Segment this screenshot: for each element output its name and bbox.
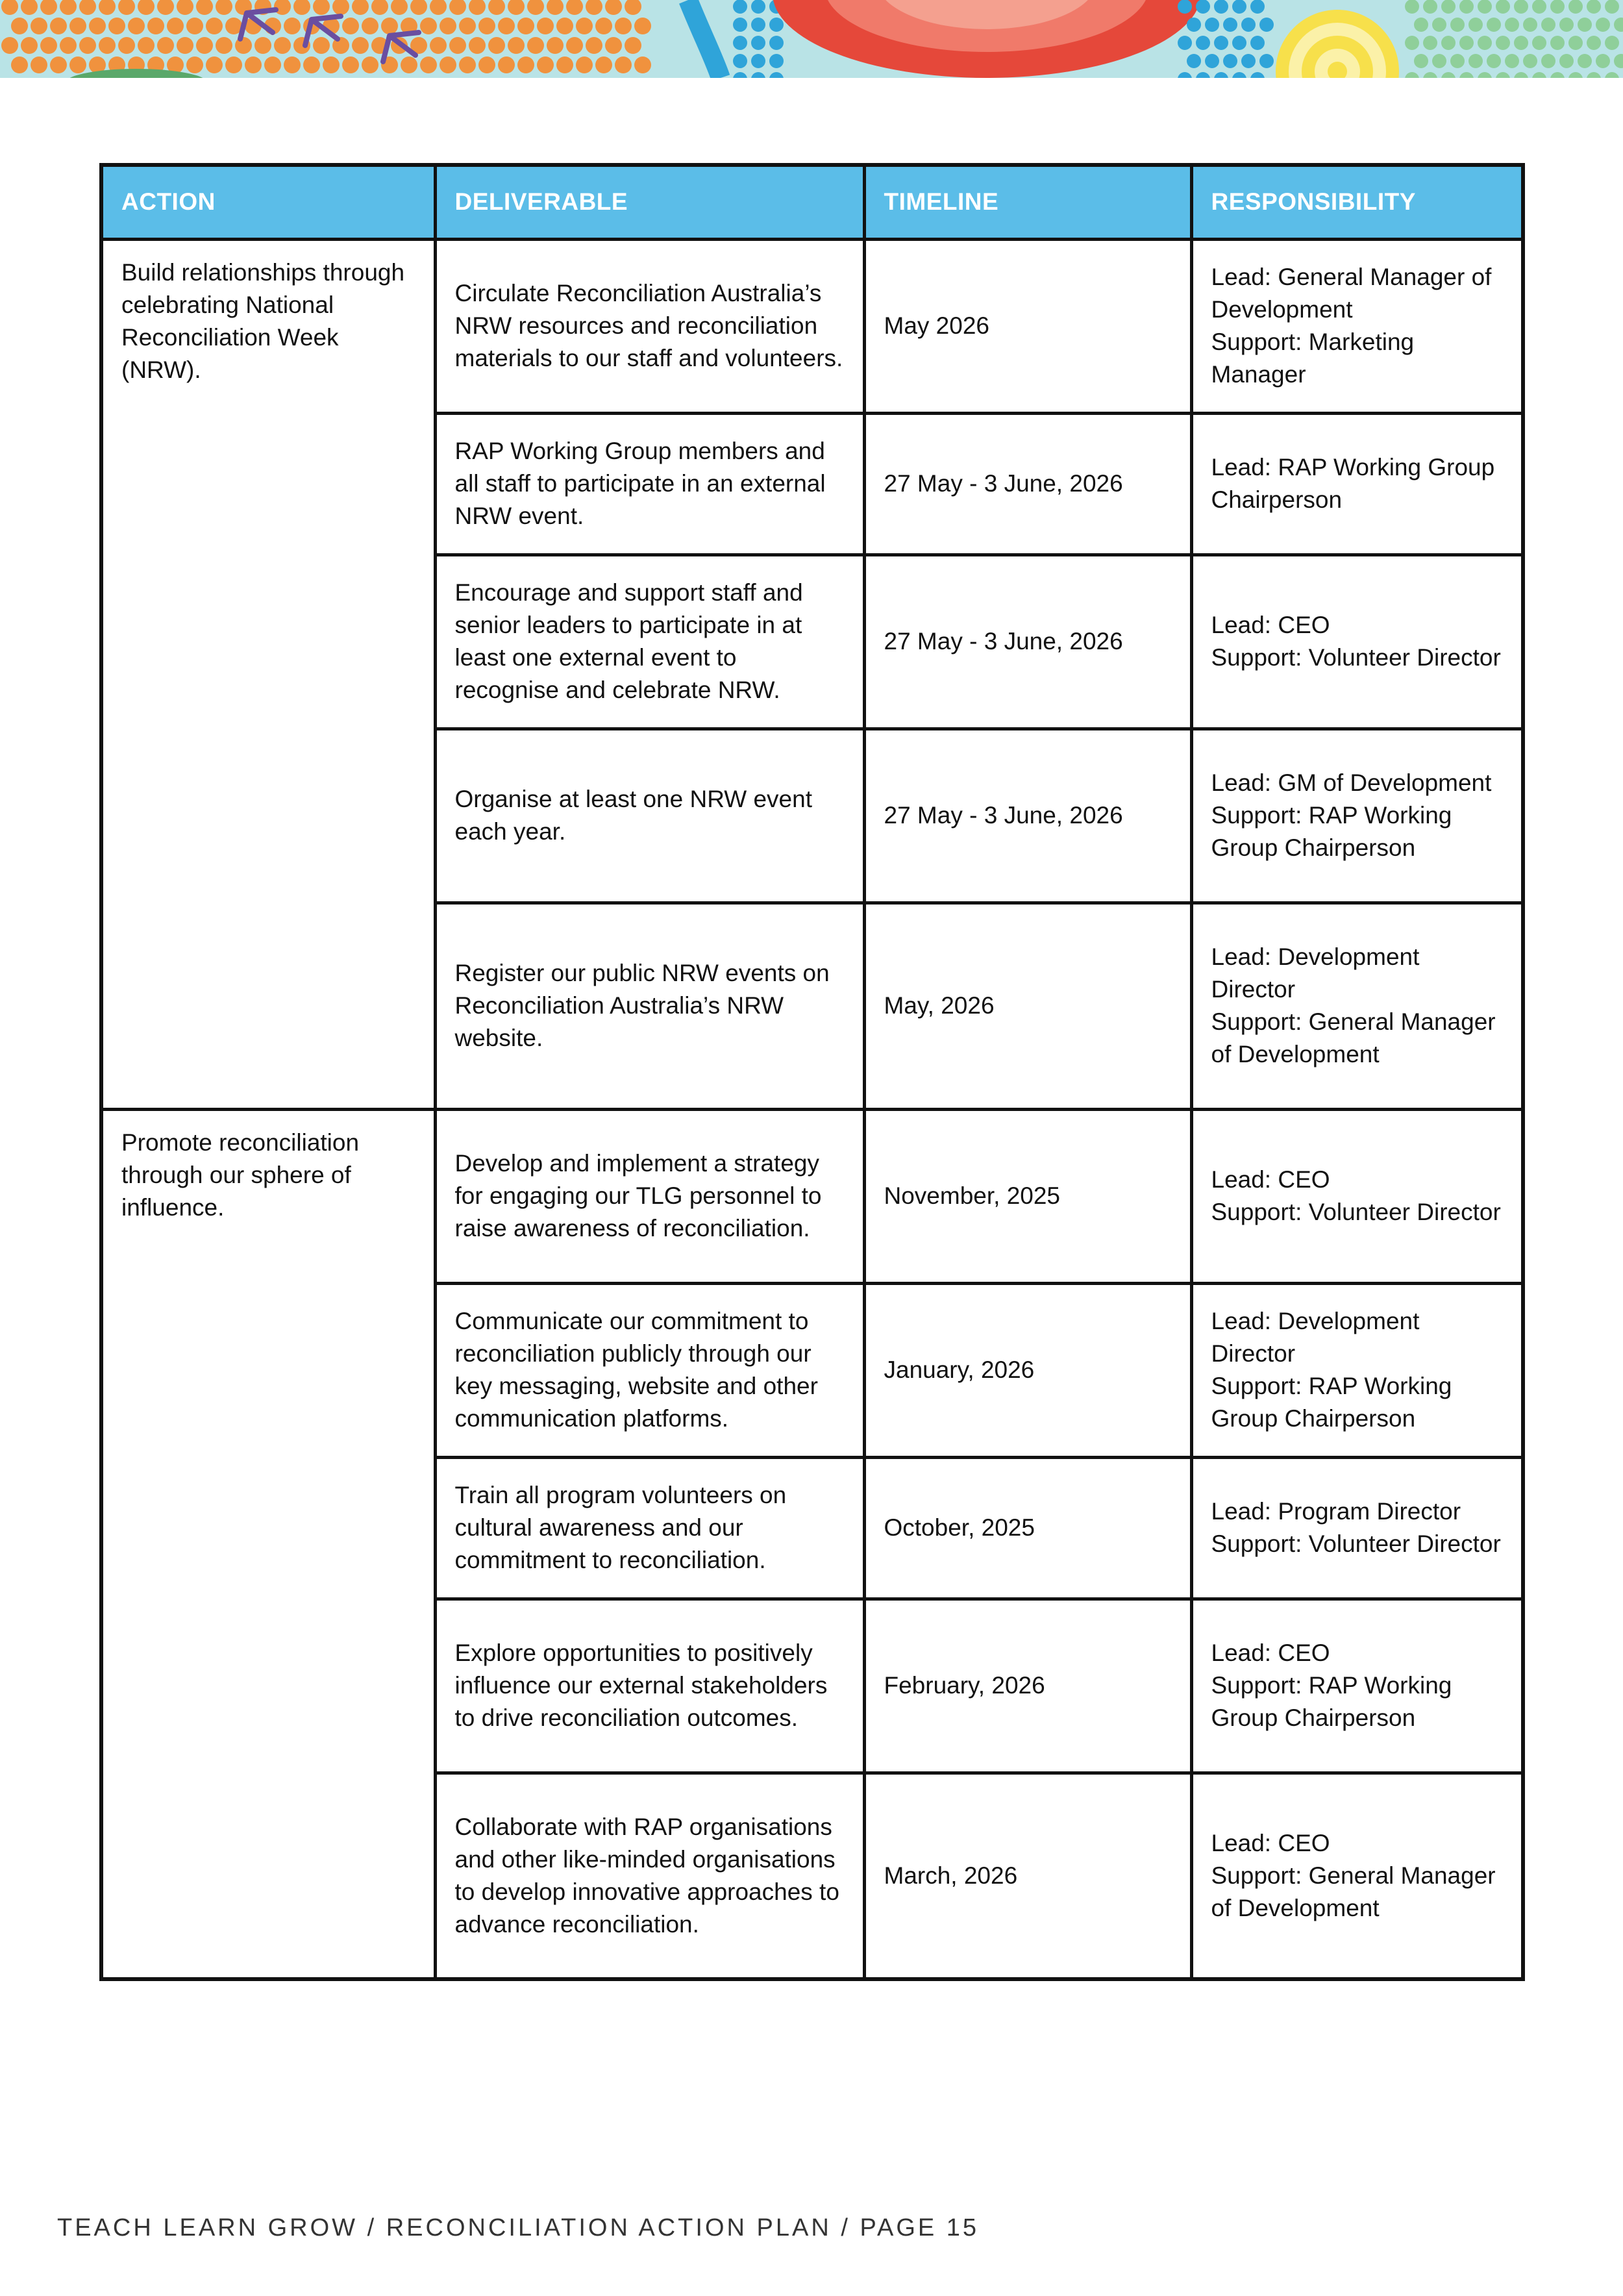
orange-dot bbox=[274, 37, 291, 54]
green-dot bbox=[1541, 54, 1555, 68]
orange-dot bbox=[498, 56, 515, 73]
green-dot bbox=[1568, 36, 1583, 50]
blue-dot bbox=[1223, 18, 1237, 32]
green-dot bbox=[1450, 54, 1465, 68]
orange-dot bbox=[615, 56, 632, 73]
green-dot bbox=[1414, 54, 1428, 68]
blue-dot bbox=[1178, 0, 1192, 14]
green-dot bbox=[1514, 0, 1528, 14]
orange-dot bbox=[196, 37, 213, 54]
blue-dot bbox=[1205, 54, 1219, 68]
orange-dot bbox=[576, 56, 593, 73]
orange-dot bbox=[342, 18, 359, 34]
blue-dot bbox=[1187, 18, 1201, 32]
orange-dot bbox=[634, 56, 651, 73]
green-dot bbox=[1605, 36, 1619, 50]
orange-dot bbox=[89, 18, 106, 34]
green-dot bbox=[1559, 54, 1574, 68]
green-dot bbox=[1559, 18, 1574, 32]
timeline-cell: 27 May - 3 June, 2026 bbox=[864, 555, 1191, 729]
orange-dot bbox=[556, 18, 573, 34]
green-dot bbox=[1550, 0, 1565, 14]
orange-dot bbox=[1, 37, 18, 54]
blue-dot bbox=[751, 18, 765, 32]
orange-dot bbox=[381, 18, 398, 34]
blue-dot bbox=[733, 54, 747, 68]
orange-dot bbox=[537, 18, 554, 34]
green-dot bbox=[1468, 18, 1483, 32]
orange-dot bbox=[60, 37, 77, 54]
orange-dot bbox=[352, 37, 369, 54]
orange-dot bbox=[216, 37, 232, 54]
green-dot bbox=[1468, 54, 1483, 68]
orange-dot bbox=[508, 37, 525, 54]
green-dot bbox=[1523, 18, 1537, 32]
orange-dot bbox=[615, 18, 632, 34]
deliverable-cell: Circulate Reconciliation Australia’s NRW resources and reconciliation materials to our staff and volunteers. bbox=[435, 239, 864, 413]
green-dot bbox=[1550, 36, 1565, 50]
orange-dot bbox=[478, 18, 495, 34]
action-plan-table bbox=[99, 163, 1525, 1981]
orange-dot bbox=[420, 18, 437, 34]
timeline-cell: March, 2026 bbox=[864, 1773, 1191, 1979]
orange-dot bbox=[21, 37, 38, 54]
header-deliverable: DELIVERABLE bbox=[435, 165, 864, 239]
deliverable-cell: Train all program volunteers on cultural awareness and our commitment to reconciliation. bbox=[435, 1457, 864, 1599]
green-dot bbox=[1587, 36, 1601, 50]
blue-dot bbox=[751, 54, 765, 68]
green-dot bbox=[1523, 54, 1537, 68]
green-dot bbox=[1405, 36, 1419, 50]
responsibility-cell: Lead: CEO Support: RAP Working Group Chairperson bbox=[1191, 1599, 1523, 1773]
blue-dot bbox=[769, 18, 784, 32]
orange-dot bbox=[40, 37, 57, 54]
orange-dot bbox=[342, 56, 359, 73]
timeline-cell: 27 May - 3 June, 2026 bbox=[864, 413, 1191, 555]
blue-dot bbox=[1232, 0, 1246, 14]
orange-dot bbox=[284, 56, 301, 73]
orange-dot bbox=[498, 18, 515, 34]
orange-dot bbox=[79, 37, 96, 54]
orange-dot bbox=[206, 56, 223, 73]
orange-dot bbox=[303, 56, 320, 73]
orange-dot bbox=[118, 37, 135, 54]
blue-dot bbox=[751, 0, 765, 14]
blue-dot bbox=[1196, 0, 1210, 14]
orange-dot bbox=[245, 56, 262, 73]
responsibility-cell: Lead: Development Director Support: General Manager of Development bbox=[1191, 903, 1523, 1109]
orange-dot bbox=[50, 56, 67, 73]
green-dot bbox=[1450, 18, 1465, 32]
orange-dot bbox=[157, 37, 174, 54]
green-dot bbox=[1532, 0, 1546, 14]
blue-dot bbox=[769, 54, 784, 68]
orange-dot bbox=[625, 37, 641, 54]
timeline-cell: February, 2026 bbox=[864, 1599, 1191, 1773]
orange-dot bbox=[595, 18, 612, 34]
deliverable-cell: Develop and implement a strategy for engaging our TLG personnel to raise awareness of reconciliation. bbox=[435, 1109, 864, 1283]
blue-dot bbox=[1178, 36, 1192, 50]
orange-dot bbox=[547, 37, 564, 54]
responsibility-cell: Lead: CEO Support: Volunteer Director bbox=[1191, 1109, 1523, 1283]
green-dot bbox=[1459, 36, 1474, 50]
orange-dot bbox=[138, 37, 155, 54]
blue-dot bbox=[1214, 36, 1228, 50]
table-row bbox=[101, 239, 1523, 413]
orange-dot bbox=[186, 56, 203, 73]
responsibility-cell: Lead: Development Director Support: RAP Working Group Chairperson bbox=[1191, 1283, 1523, 1457]
green-dot bbox=[1505, 54, 1519, 68]
green-dot bbox=[1478, 0, 1492, 14]
green-dot bbox=[1432, 18, 1446, 32]
orange-dot bbox=[284, 18, 301, 34]
green-dot bbox=[1459, 0, 1474, 14]
green-dot bbox=[1441, 36, 1456, 50]
responsibility-cell: Lead: RAP Working Group Chairperson bbox=[1191, 413, 1523, 555]
green-dot bbox=[1596, 18, 1610, 32]
deliverable-cell: Encourage and support staff and senior leaders to participate in at least one external event to recognise and celebrate NRW. bbox=[435, 555, 864, 729]
green-dot bbox=[1478, 36, 1492, 50]
orange-dot bbox=[576, 18, 593, 34]
orange-dot bbox=[11, 18, 28, 34]
blue-dot bbox=[1223, 54, 1237, 68]
header-responsibility: RESPONSIBILITY bbox=[1191, 165, 1523, 239]
orange-dot bbox=[401, 56, 417, 73]
blue-dot bbox=[1250, 0, 1265, 14]
orange-dot bbox=[264, 56, 281, 73]
orange-dot bbox=[362, 56, 378, 73]
responsibility-cell: Lead: CEO Support: General Manager of Development bbox=[1191, 1773, 1523, 1979]
timeline-cell: May 2026 bbox=[864, 239, 1191, 413]
header-timeline: TIMELINE bbox=[864, 165, 1191, 239]
green-dot bbox=[1505, 18, 1519, 32]
orange-dot bbox=[128, 18, 145, 34]
page-footer: TEACH LEARN GROW / RECONCILIATION ACTION PLAN / PAGE 15 bbox=[57, 2214, 980, 2241]
green-dot bbox=[1578, 54, 1592, 68]
orange-dot bbox=[313, 37, 330, 54]
blue-dot bbox=[1214, 0, 1228, 14]
green-dot bbox=[1605, 0, 1619, 14]
green-dot bbox=[1578, 18, 1592, 32]
blue-dot bbox=[733, 36, 747, 50]
action-cell: Build relationships through celebrating National Reconciliation Week (NRW). bbox=[101, 239, 435, 1109]
responsibility-cell: Lead: Program Director Support: Volunteer Director bbox=[1191, 1457, 1523, 1599]
orange-dot bbox=[147, 18, 164, 34]
green-dot bbox=[1596, 54, 1610, 68]
orange-dot bbox=[362, 18, 378, 34]
orange-dot bbox=[527, 37, 544, 54]
orange-dot bbox=[488, 37, 505, 54]
green-dot bbox=[1441, 0, 1456, 14]
dot-art-banner-image bbox=[0, 0, 1623, 78]
green-dot bbox=[1496, 36, 1510, 50]
timeline-cell: May, 2026 bbox=[864, 903, 1191, 1109]
orange-dot bbox=[31, 18, 47, 34]
green-dot bbox=[1423, 36, 1437, 50]
deliverable-cell: RAP Working Group members and all staff to participate in an external NRW event. bbox=[435, 413, 864, 555]
timeline-cell: October, 2025 bbox=[864, 1457, 1191, 1599]
orange-dot bbox=[595, 56, 612, 73]
orange-dot bbox=[69, 56, 86, 73]
deliverable-cell: Register our public NRW events on Reconciliation Australia’s NRW website. bbox=[435, 903, 864, 1109]
blue-dot bbox=[733, 18, 747, 32]
orange-dot bbox=[556, 56, 573, 73]
green-dot bbox=[1487, 18, 1501, 32]
orange-dot bbox=[420, 56, 437, 73]
orange-dot bbox=[537, 56, 554, 73]
orange-dot bbox=[177, 37, 193, 54]
blue-dot bbox=[1196, 36, 1210, 50]
orange-dot bbox=[469, 37, 486, 54]
orange-dot bbox=[459, 56, 476, 73]
orange-dot bbox=[517, 56, 534, 73]
orange-dot bbox=[206, 18, 223, 34]
orange-dot bbox=[430, 37, 447, 54]
orange-dot bbox=[186, 18, 203, 34]
green-dot bbox=[1496, 0, 1510, 14]
orange-dot bbox=[440, 18, 456, 34]
green-dot bbox=[1423, 0, 1437, 14]
orange-dot bbox=[167, 18, 184, 34]
orange-dot bbox=[99, 37, 116, 54]
orange-dot bbox=[50, 18, 67, 34]
deliverable-cell: Explore opportunities to positively influence our external stakeholders to drive reconciliation outcomes. bbox=[435, 1599, 864, 1773]
orange-dot bbox=[108, 18, 125, 34]
decorative-banner bbox=[0, 0, 1623, 78]
responsibility-cell: Lead: GM of Development Support: RAP Working Group Chairperson bbox=[1191, 729, 1523, 903]
header-action: ACTION bbox=[101, 165, 435, 239]
green-dot bbox=[1568, 0, 1583, 14]
deliverable-cell: Collaborate with RAP organisations and other like-minded organisations to develop innovative approaches to advance reconciliation. bbox=[435, 1773, 864, 1979]
blue-dot bbox=[1241, 18, 1256, 32]
green-dot bbox=[1587, 0, 1601, 14]
orange-dot bbox=[254, 37, 271, 54]
table-row bbox=[101, 1109, 1523, 1283]
green-dot bbox=[1514, 36, 1528, 50]
orange-dot bbox=[225, 56, 242, 73]
orange-dot bbox=[478, 56, 495, 73]
green-dot bbox=[1414, 18, 1428, 32]
deliverable-cell: Organise at least one NRW event each year. bbox=[435, 729, 864, 903]
orange-dot bbox=[586, 37, 602, 54]
green-dot bbox=[1532, 36, 1546, 50]
green-dot bbox=[1541, 18, 1555, 32]
orange-dot bbox=[235, 37, 252, 54]
orange-dot bbox=[11, 56, 28, 73]
orange-dot bbox=[323, 56, 340, 73]
blue-dot bbox=[1187, 54, 1201, 68]
responsibility-cell: Lead: General Manager of Development Support: Marketing Manager bbox=[1191, 239, 1523, 413]
timeline-cell: November, 2025 bbox=[864, 1109, 1191, 1283]
blue-dot bbox=[769, 36, 784, 50]
blue-dot bbox=[1250, 36, 1265, 50]
deliverable-cell: Communicate our commitment to reconciliation publicly through our key messaging, website and other communication platforms. bbox=[435, 1283, 864, 1457]
green-dot bbox=[1405, 0, 1419, 14]
orange-dot bbox=[634, 18, 651, 34]
table-body bbox=[101, 239, 1523, 1979]
timeline-cell: January, 2026 bbox=[864, 1283, 1191, 1457]
action-cell: Promote reconciliation through our sphere of influence. bbox=[101, 1109, 435, 1979]
timeline-cell: 27 May - 3 June, 2026 bbox=[864, 729, 1191, 903]
blue-dot bbox=[733, 0, 747, 14]
orange-dot bbox=[440, 56, 456, 73]
orange-dot bbox=[459, 18, 476, 34]
orange-dot bbox=[449, 37, 466, 54]
blue-dot bbox=[1259, 18, 1274, 32]
blue-dot bbox=[1259, 54, 1274, 68]
blue-dot bbox=[1232, 36, 1246, 50]
orange-dot bbox=[517, 18, 534, 34]
blue-dot bbox=[1205, 18, 1219, 32]
green-dot bbox=[1432, 54, 1446, 68]
orange-dot bbox=[69, 18, 86, 34]
table-header-row bbox=[101, 165, 1523, 239]
green-dot bbox=[1487, 54, 1501, 68]
responsibility-cell: Lead: CEO Support: Volunteer Director bbox=[1191, 555, 1523, 729]
orange-dot bbox=[605, 37, 622, 54]
blue-dot bbox=[1241, 54, 1256, 68]
blue-dot bbox=[751, 36, 765, 50]
orange-dot bbox=[566, 37, 583, 54]
orange-dot bbox=[31, 56, 47, 73]
